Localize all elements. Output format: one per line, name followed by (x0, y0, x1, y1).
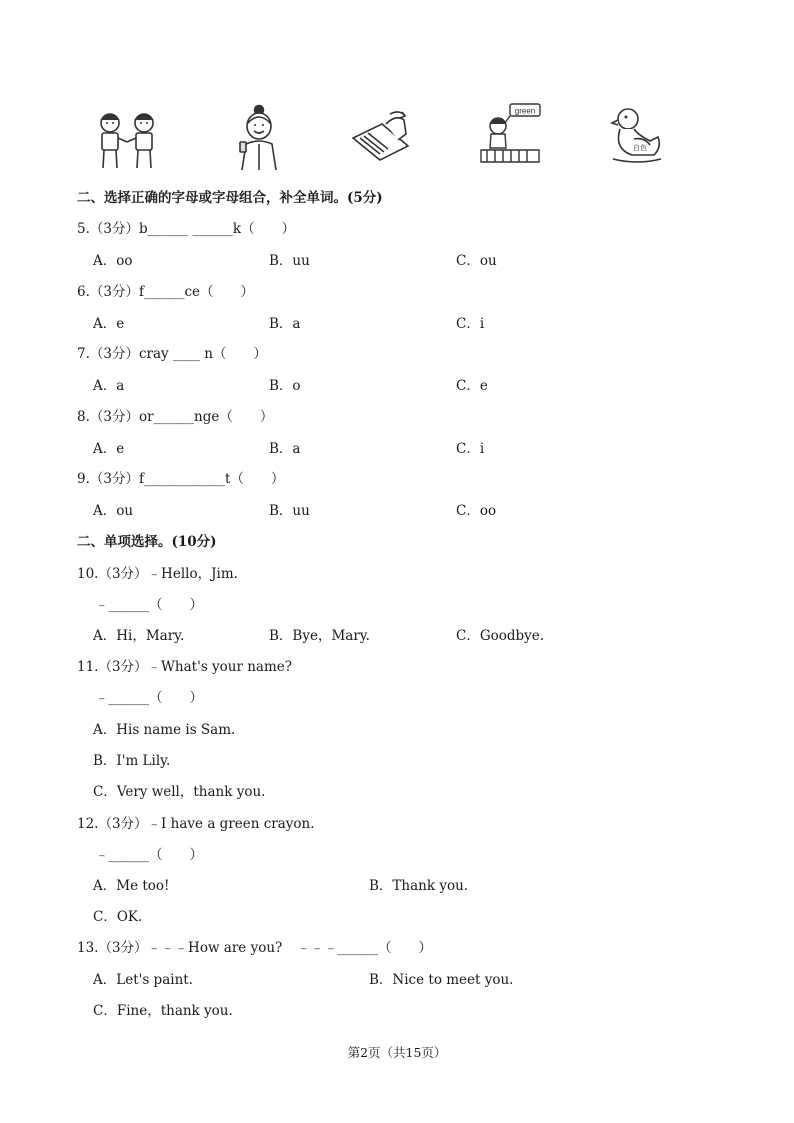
question-11-stem: 11.（3分）﹣What's your name? (77, 659, 292, 675)
q8-option-a: A．e (93, 441, 125, 457)
q9-option-b: B．uu (269, 503, 310, 519)
q13-answer-blank: ﹣﹣﹣______（ ） (297, 940, 432, 956)
picture-boy-with-green-sign (476, 102, 544, 166)
q10-answer-blank: ﹣______（ ） (95, 597, 203, 613)
q11-option-b: B．I'm Lily. (93, 753, 171, 769)
q11-answer-blank: ﹣______（ ） (95, 690, 203, 706)
page-footer: 第2页（共15页） (347, 1045, 447, 1060)
q7-option-a: A．a (93, 378, 125, 394)
q10-option-a: A．Hi，Mary. (93, 628, 185, 644)
q13-option-a: A．Let's paint. (93, 972, 193, 988)
q8-option-c: C．i (456, 441, 485, 457)
question-5-stem: 5.（3分）b______ ______k（ ） (77, 221, 296, 237)
q5-option-b: B．uu (269, 253, 310, 269)
q6-option-c: C．i (456, 316, 485, 332)
q12-answer-blank: ﹣______（ ） (95, 847, 203, 863)
q9-option-a: A．ou (93, 503, 134, 519)
q5-option-a: A．oo (93, 253, 133, 269)
q12-option-c: C．OK. (93, 909, 143, 925)
duck-text: 白色 (633, 144, 647, 152)
question-7-stem: 7.（3分）cray ____ n（ ） (77, 346, 267, 362)
question-9-stem: 9.（3分）f____________t（ ） (77, 471, 285, 487)
q10-option-c: C．Goodbye. (456, 628, 545, 644)
picture-duck (610, 103, 664, 165)
picture-woman-on-phone (232, 104, 286, 172)
sign-text: green (514, 106, 536, 116)
q5-option-c: C．ou (456, 253, 497, 269)
q7-option-b: B．o (269, 378, 301, 394)
q12-option-b: B．Thank you. (369, 878, 469, 894)
q11-option-a: A．His name is Sam. (93, 722, 236, 738)
q13-option-c: C．Fine，thank you. (93, 1003, 233, 1019)
q9-option-c: C．oo (456, 503, 497, 519)
section-choice-title: 二、单项选择。(10分) (77, 534, 217, 550)
q10-option-b: B．Bye，Mary. (269, 628, 370, 644)
q7-option-c: C．e (456, 378, 488, 394)
q6-option-a: A．e (93, 316, 125, 332)
q8-option-b: B．a (269, 441, 301, 457)
picture-two-boys-shaking-hands (92, 110, 162, 172)
q6-option-b: B．a (269, 316, 301, 332)
picture-turning-book-page (350, 110, 412, 166)
question-12-stem: 12.（3分）﹣I have a green crayon. (77, 816, 315, 832)
question-13-stem: 13.（3分）﹣﹣﹣How are you? (77, 940, 283, 956)
q12-option-a: A．Me too! (93, 878, 170, 894)
q11-option-c: C．Very well，thank you. (93, 784, 266, 800)
question-6-stem: 6.（3分）f______ce（ ） (77, 284, 255, 300)
q13-option-b: B．Nice to meet you. (369, 972, 514, 988)
question-10-stem: 10.（3分）﹣Hello，Jim. (77, 566, 238, 582)
question-8-stem: 8.（3分）or______nge（ ） (77, 409, 274, 425)
section-letters-title: 二、选择正确的字母或字母组合，补全单词。(5分) (77, 190, 383, 206)
